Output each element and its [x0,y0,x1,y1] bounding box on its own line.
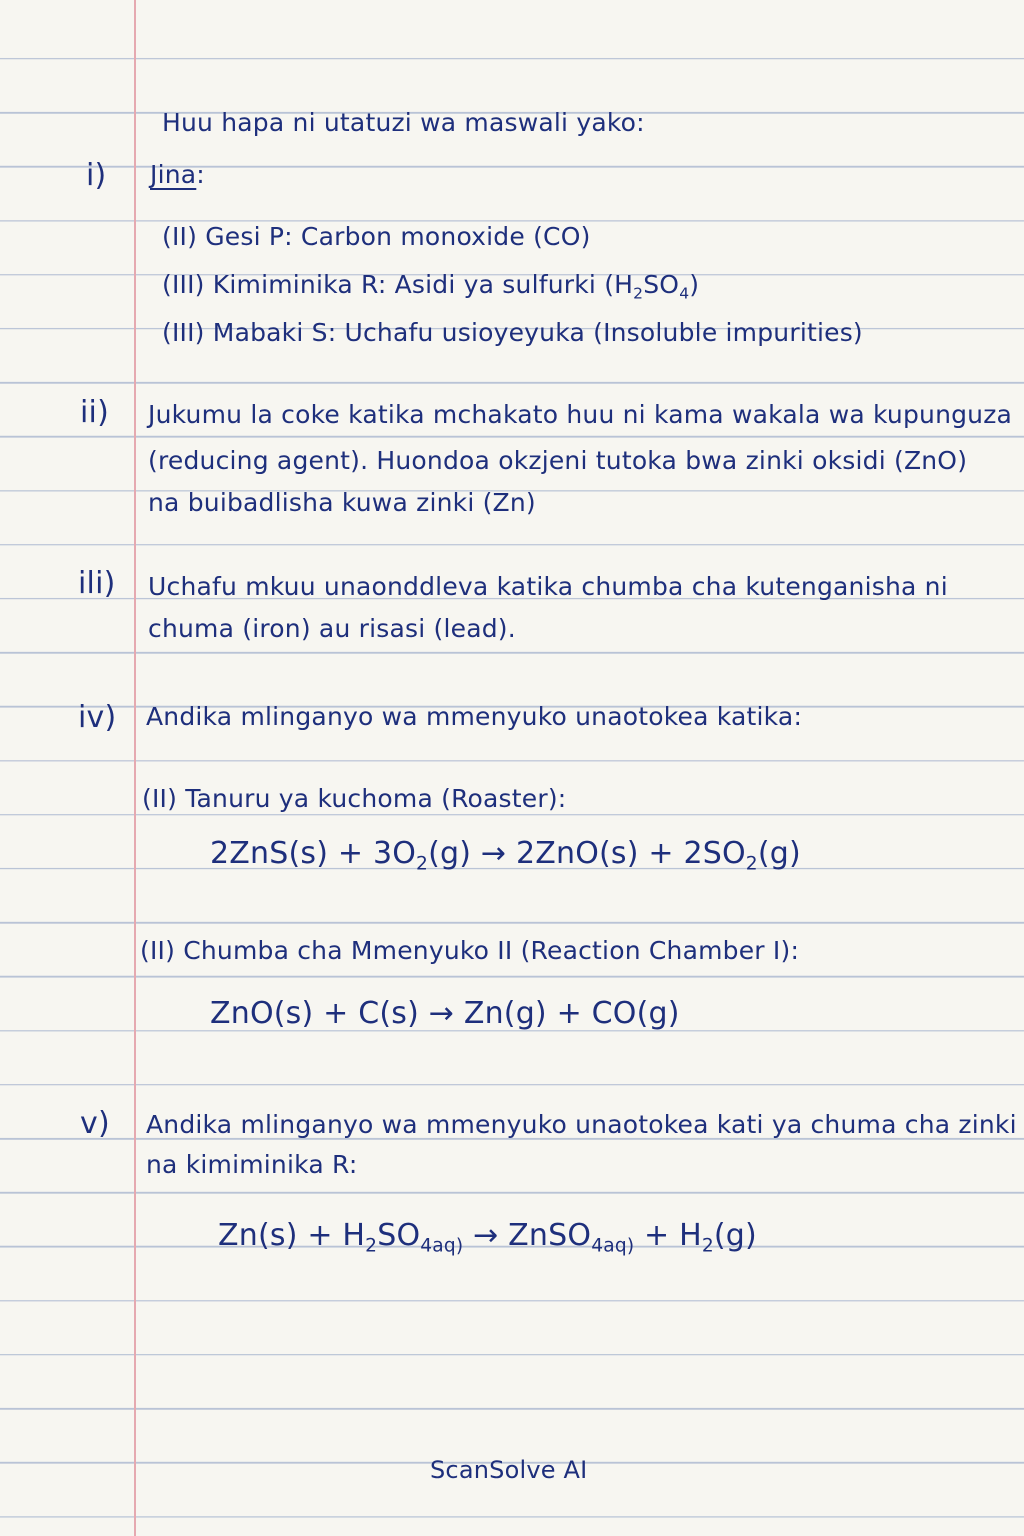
reaction-chamber-equation: ZnO(s) + C(s) → Zn(g) + CO(g) [210,996,680,1031]
q1-number: i) [86,158,107,193]
margin-line [134,0,136,1536]
roaster-equation: $2ZnS(s) + 3O_2(g) \to 2ZnO(s) + 2SO_2(g)$ [210,836,801,875]
q3-line-2: chuma (iron) au risasi (lead). [148,614,516,643]
q5-number: v) [80,1106,110,1141]
q1-item-1: (II) Gesi P: Carbon monoxide (CO) [162,222,591,251]
q2-number: ii) [80,395,109,430]
q2-line-3: na buibadlisha kuwa zinki (Zn) [148,488,536,517]
q1-label: Jina: [150,160,205,189]
q1-item-3: (III) Mabaki S: Uchafu usioyeyuka (Insoluble impurities) [162,318,863,347]
q3-number: ili) [78,566,116,601]
q4-part-2-label: (II) Chumba cha Mmenyuko II (Reaction Chamber I): [140,936,800,965]
footer-brand: ScanSolve AI [430,1456,588,1484]
q2-line-1: Jukumu la coke katika mchakato huu ni kama wakala wa kupunguza [148,400,1013,429]
zinc-acid-equation: $Zn(s) + H_2SO_{4aq)}$ → ZnSO$_{4aq)}$ + $H_2(g)$ [218,1218,757,1257]
q4-text: Andika mlinganyo wa mmenyuko unaotokea katika: [146,702,803,731]
q1-item-2: (III) Kimiminika R: Asidi ya sulfurki $(H_2SO_4)$ [162,270,700,303]
heading: Huu hapa ni utatuzi wa maswali yako: [162,108,645,137]
q5-line-1: Andika mlinganyo wa mmenyuko unaotokea kati ya chuma cha zinki [146,1110,1017,1139]
q4-number: iv) [78,700,117,735]
q3-line-1: Uchafu mkuu unaonddleva katika chumba cha kutenganisha ni [148,572,948,601]
q5-line-2: na kimiminika R: [146,1150,358,1179]
q2-line-2: (reducing agent). Huondoa okzjeni tutoka bwa zinki oksidi (ZnO) [148,446,968,475]
q4-part-1-label: (II) Tanuru ya kuchoma (Roaster): [142,784,567,813]
